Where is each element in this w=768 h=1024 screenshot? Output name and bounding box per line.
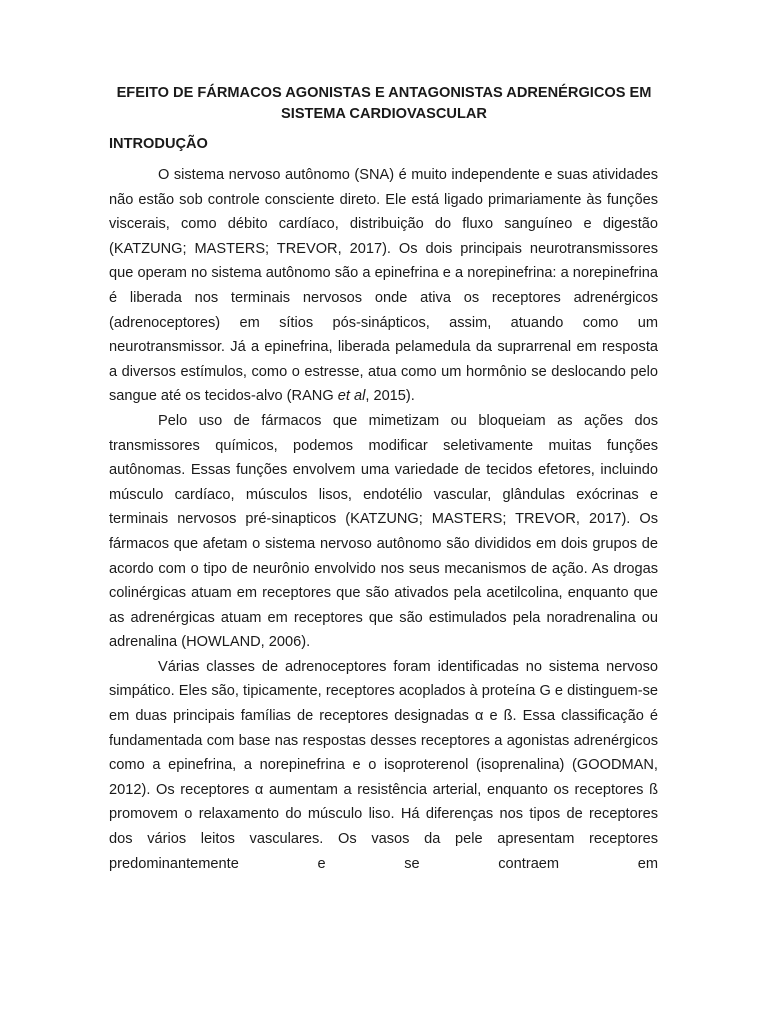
paragraph-2 (109, 409, 658, 655)
body-text (109, 163, 658, 876)
paragraph-1-text: O sistema nervoso autônomo (SNA) é muito independente e suas atividades não estão sob controle consciente direto. Ele está ligado primariamente às funções viscerais, como débito cardíaco, distribuição do fluxo sanguíneo e digestão (KATZUNG; MASTERS; TREVOR, 2017). Os dois principais neurotransmissores que operam no sistema autônomo são a epinefrina e a norepinefrina: a norepinefrina é liberada nos terminais nervosos onde ativa os receptores adrenérgicos (adrenoceptores) em sítios pós-sinápticos, assim, atuando como um neurotransmissor. Já a epinefrina, liberada pelamedula da suprarrenal em resposta a diversos estímulos, como o estresse, atua como um hormônio se deslocando pelo sangue até os tecidos-alvo (RANG (109, 167, 658, 405)
section-heading-introducao: INTRODUÇÃO (109, 136, 208, 152)
paragraph-3-text: Várias classes de adrenoceptores foram identificadas no sistema nervoso simpático. Eles são, tipicamente, receptores acoplados à proteína G e distinguem-se em duas principais famílias de receptores designadas α e ß. Essa classificação é fundamentada com base nas respostas desses receptores a agonistas adrenérgicos como a epinefrina, a norepinefrina e o isoproterenol (isoprenalina) (GOODMAN, 2012). Os receptores α aumentam a resistência arterial, enquanto os receptores ß promovem o relaxamento do músculo liso. Há diferenças nos tipos de receptores dos vários leitos vasculares. Os vasos da pele apresentam receptores predominantemente e se contraem em (109, 658, 658, 872)
paragraph-1-tail: , 2015). (365, 388, 415, 405)
paragraph-1 (109, 163, 658, 409)
paragraph-1-italic: et al (337, 388, 366, 405)
paragraph-3 (109, 655, 658, 876)
paragraph-2-text: Pelo uso de fármacos que mimetizam ou bloqueiam as ações dos transmissores químicos, podemos modificar seletivamente muitas funções autônomas. Essas funções envolvem uma variedade de tecidos efetores, incluindo músculo cardíaco, músculos lisos, endotélio vascular, glândulas exócrinas e terminais nervosos pré-sinapticos (KATZUNG; MASTERS; TREVOR, 2017). Os fármacos que afetam o sistema nervoso autônomo são divididos em dois grupos de acordo com o tipo de neurônio envolvido nos seus mecanismos de ação. As drogas colinérgicas atuam em receptores que são ativados pela acetilcolina, enquanto que as adrenérgicas atuam em receptores que são estimulados pela noradrenalina ou adrenalina (HOWLAND, 2006). (109, 412, 658, 651)
document-title: EFEITO DE FÁRMACOS AGONISTAS E ANTAGONISTAS ADRENÉRGICOS EM SISTEMA CARDIOVASCULAR (116, 85, 652, 122)
